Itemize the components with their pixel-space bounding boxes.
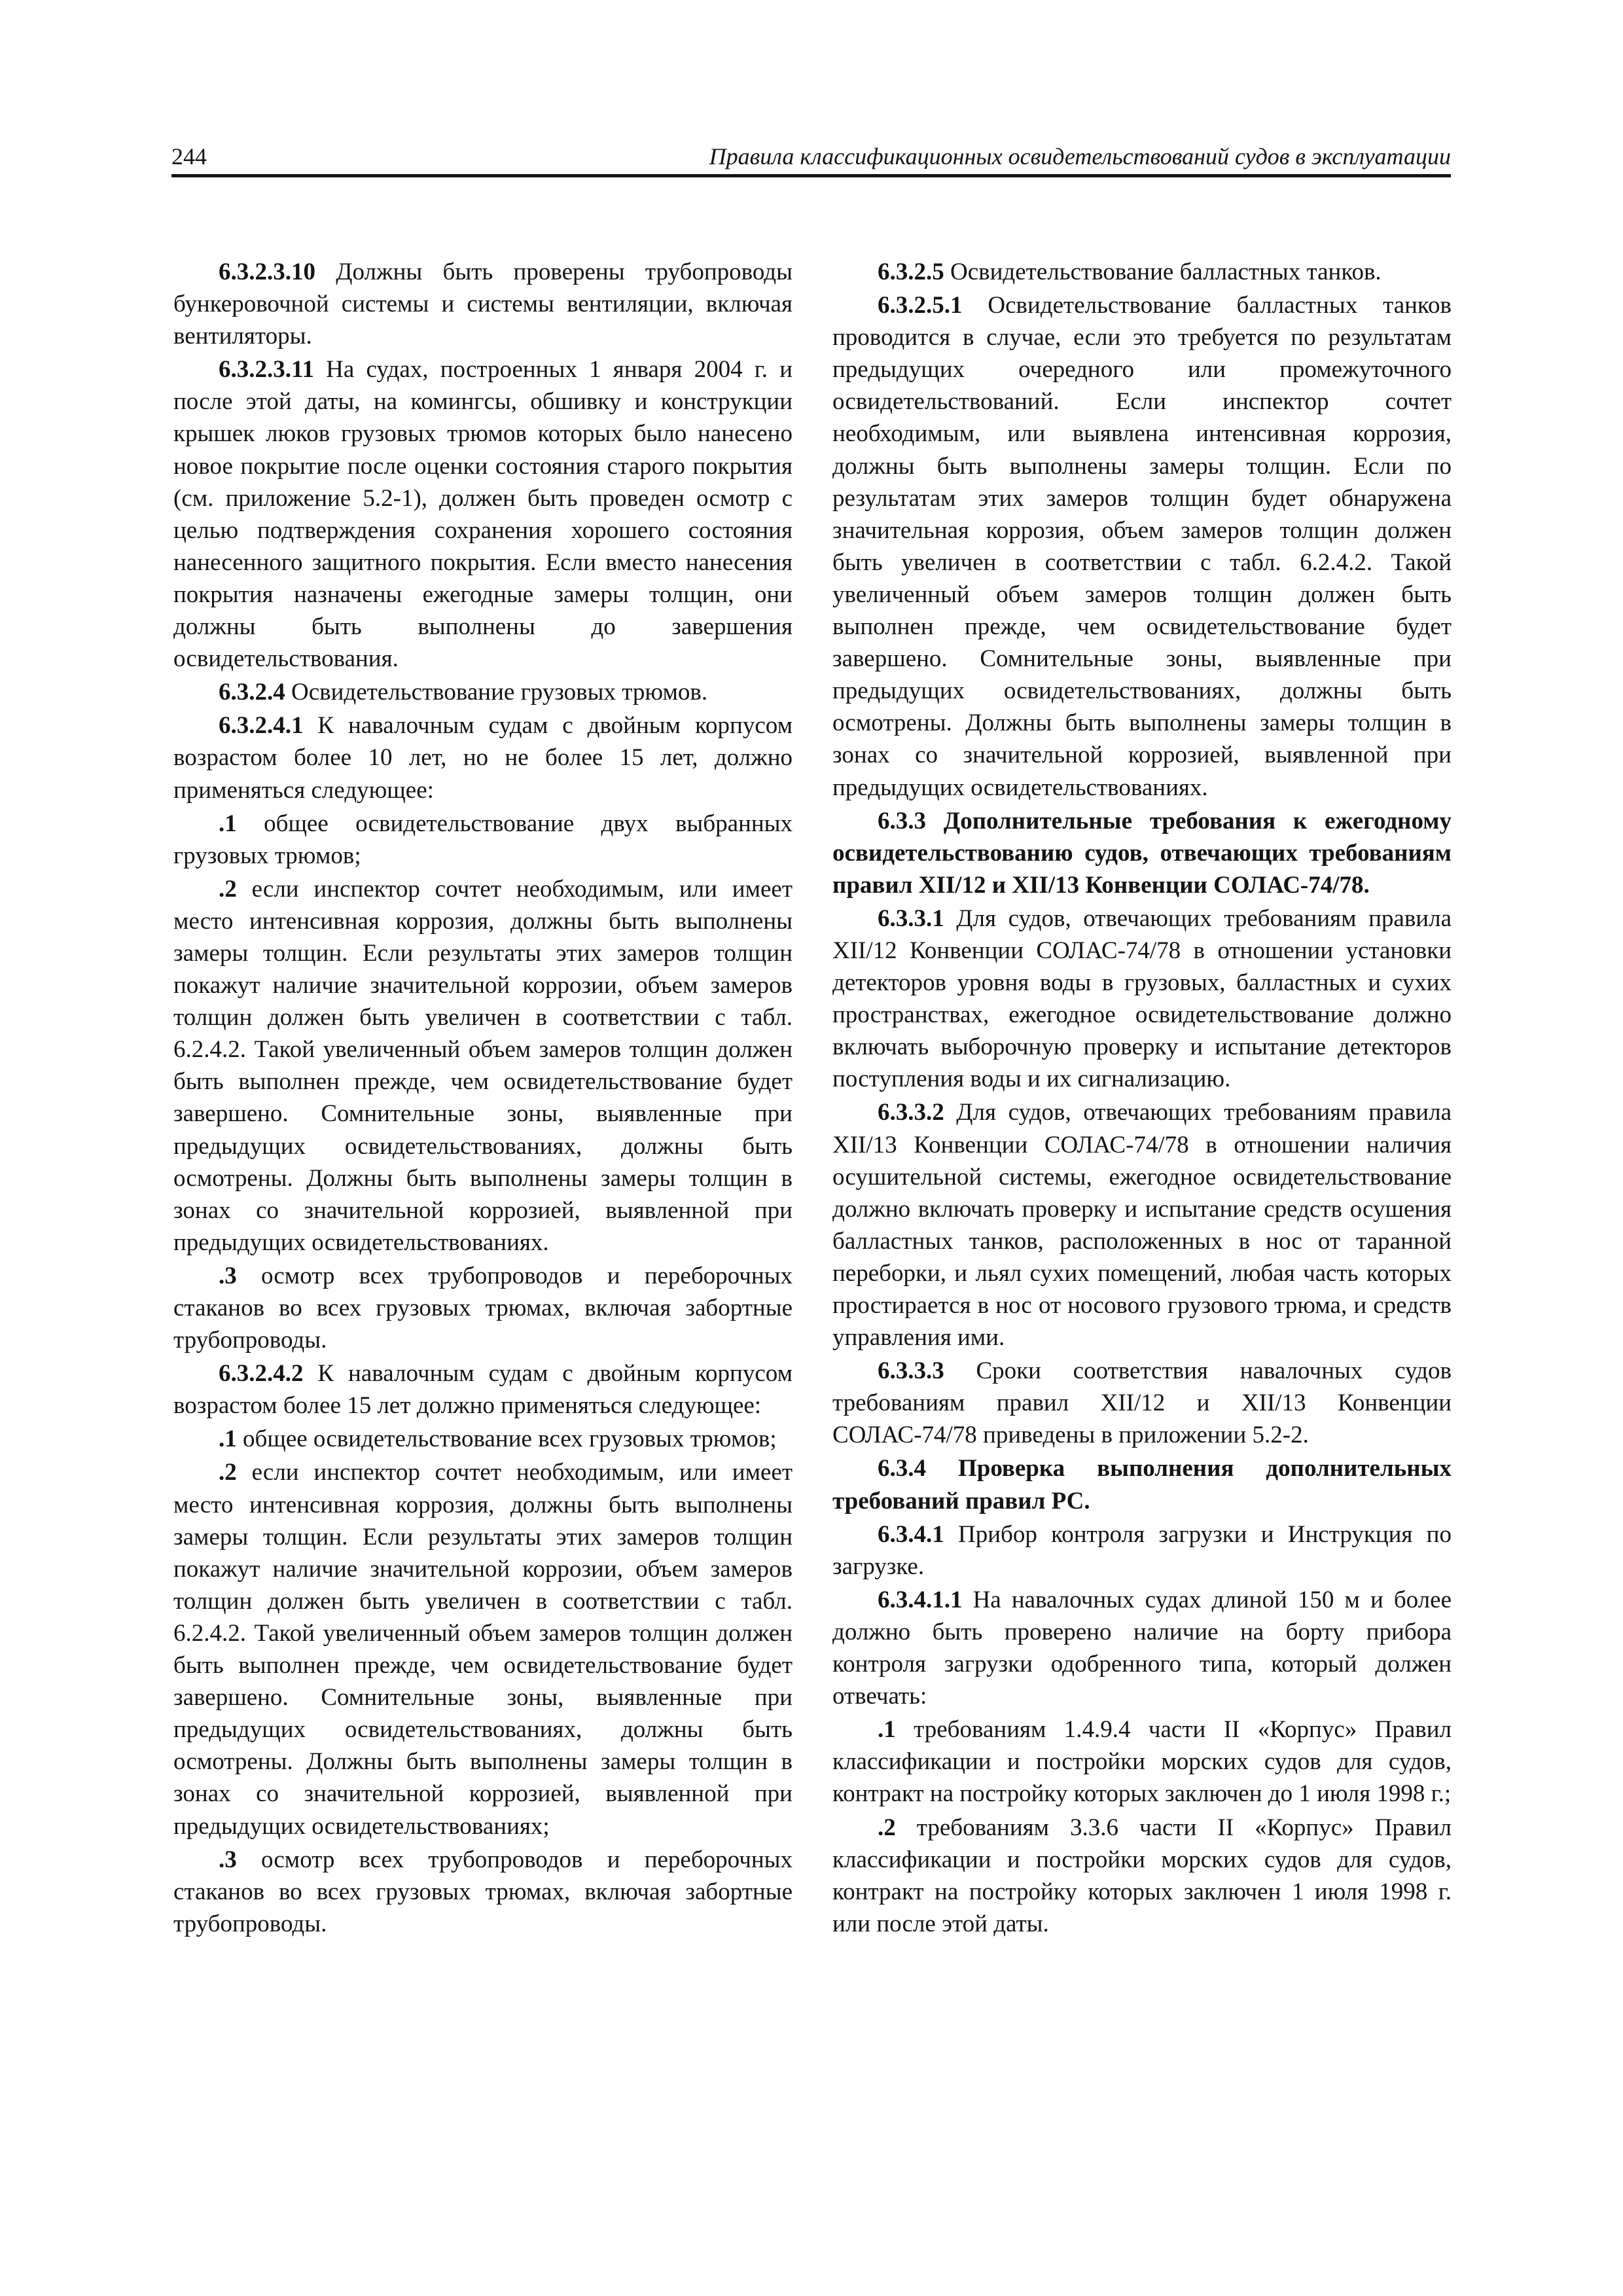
item-number: .2 [219, 1459, 237, 1486]
item-text: осмотр всех трубопроводов и переборочных стаканов во всех грузовых трюмах, включая забортные трубопроводы. [173, 1262, 793, 1354]
paragraph [173, 1456, 793, 1842]
clause-number: 6.3.2.4.2 [219, 1360, 304, 1388]
paragraph [832, 1812, 1452, 1940]
clause-number: 6.3.2.4.1 [219, 712, 304, 740]
item-number: .2 [878, 1814, 896, 1841]
clause-number: 6.3.2.4 [219, 679, 285, 706]
clause-number: 6.3.3.1 [878, 905, 944, 932]
item-text: требованиям 1.4.9.4 части II «Корпус» Правил классификации и постройки морских судов для судов, контракт на постройку которых заключен до 1 июля 1998 г.; [832, 1716, 1452, 1808]
paragraph [832, 1584, 1452, 1712]
header-rule [171, 174, 1451, 177]
paragraph [173, 1260, 793, 1356]
item-number: .1 [219, 1426, 237, 1453]
item-text: общее освидетельствование двух выбранных грузовых трюмов; [173, 810, 793, 869]
paragraph [173, 256, 793, 352]
running-title: Правила классификационных освидетельствований судов в эксплуатации [709, 143, 1451, 170]
item-text: если инспектор сочтет необходимым, или имеет место интенсивная коррозия, должны быть выполнены замеры толщин. Если результаты этих замеров толщин покажут наличие значительной коррозии, объем замеров толщин должен быть увеличен в соответствии с табл. 6.2.4.2. Такой увеличенный объем замеров толщин должен быть выполнен прежде, чем освидетельствование будет завершено. Сомнительные зоны, выявленные при предыдущих освидетельствованиях, должны быть осмотрены. Должны быть выполнены замеры толщин в зонах со значительной коррозией, выявленной при предыдущих освидетельствованиях. [173, 875, 793, 1256]
clause-text: Освидетельствование грузовых трюмов. [285, 679, 708, 706]
clause-number: 6.3.3.3 [878, 1357, 944, 1385]
page-number: 244 [171, 143, 207, 170]
clause-text: Освидетельствование балластных танков. [944, 259, 1382, 285]
paragraph [832, 1096, 1452, 1354]
clause-text: Для судов, отвечающих требованиям правила XII/12 Конвенции СОЛАС-74/78 в отношении установки детекторов уровня воды в грузовых, балластных и сухих пространствах, ежегодное освидетельствование должно включать выборочную проверку и испытание детекторов поступления воды и их сигнализацию. [832, 905, 1452, 1093]
clause-text: Прибор контроля загрузки и Инструкция по загрузке. [832, 1520, 1452, 1580]
item-number: .1 [219, 810, 237, 837]
paragraph [832, 256, 1452, 288]
right-column [832, 256, 1452, 1941]
clause-text: Сроки соответствия навалочных судов требованиям правил XII/12 и XII/13 Конвенции СОЛАС-74/78 приведены в приложении 5.2-2. [832, 1357, 1452, 1449]
paragraph [832, 1518, 1452, 1583]
paragraph [173, 808, 793, 872]
paragraph [173, 353, 793, 675]
paragraph [832, 903, 1452, 1096]
clause-text: На навалочных судах длиной 150 м и более должно быть проверено наличие на борту прибора контроля загрузки одобренного типа, который должен отвечать: [832, 1586, 1452, 1710]
item-text: общее освидетельствование всех грузовых трюмов; [236, 1426, 777, 1453]
item-number: .1 [878, 1716, 896, 1744]
item-number: .3 [219, 1846, 237, 1873]
clause-text: К навалочным судам с двойным корпусом возрастом более 10 лет, но не более 15 лет, должно применяться следующее: [173, 712, 793, 804]
paragraph [173, 709, 793, 806]
clause-text: На судах, построенных 1 января 2004 г. и после этой даты, на комингсы, обшивку и конструкции крышек люков грузовых трюмов которых было нанесено новое покрытие после оценки состояния старого покрытия (см. приложение 5.2-1), должен быть проведен осмотр с целью подтверждения сохранения хорошего состояния нанесенного защитного покрытия. Если вместо нанесения покрытия назначены ежегодные замеры толщин, они должны быть выполнены до завершения освидетельствования. [173, 356, 793, 673]
section-heading: 6.3.3 Дополнительные требования к ежегодному освидетельствованию судов, отвечающих требованиям правил XII/12 и XII/13 Конвенции СОЛАС-74/78. [832, 807, 1452, 899]
clause-text: Освидетельствование балластных танков проводится в случае, если это требуется по результатам предыдущих очередного или промежуточного освидетельствований. Если инспектор сочтет необходимым, или выявлена интенсивная коррозия, должны быть выполнены замеры толщин. Если по результатам этих замеров толщин будет обнаружена значительная коррозия, объем замеров толщин должен быть увеличен в соответствии с табл. 6.2.4.2. Такой увеличенный объем замеров толщин должен быть выполнен прежде, чем освидетельствование будет завершено. Сомнительные зоны, выявленные при предыдущих освидетельствованиях, должны быть осмотрены. Должны быть выполнены замеры толщин в зонах со значительной коррозией, выявленной при предыдущих освидетельствованиях. [832, 292, 1452, 801]
item-text: осмотр всех трубопроводов и переборочных стаканов во всех грузовых трюмах, включая забортные трубопроводы. [173, 1846, 793, 1937]
paragraph [173, 1357, 793, 1422]
clause-number: 6.3.4.1.1 [878, 1586, 963, 1613]
paragraph [173, 1844, 793, 1940]
paragraph [832, 289, 1452, 804]
clause-text: Для судов, отвечающих требованиям правила XII/13 Конвенции СОЛАС-74/78 в отношении наличия осушительной системы, ежегодное освидетельствование должно включать проверку и испытание средств осушения балластных танков, расположенных в нос от таранной переборки, и льял сухих помещений, любая часть которых простирается в нос от носового грузового трюма, и средств управления ими. [832, 1099, 1452, 1352]
paragraph [832, 1355, 1452, 1451]
item-number: .3 [219, 1262, 237, 1289]
item-number: .2 [219, 875, 237, 903]
paragraph [173, 873, 793, 1259]
left-column [173, 256, 793, 1941]
clause-text: Должны быть проверены трубопроводы бункеровочной системы и системы вентиляции, включая вентиляторы. [173, 259, 793, 350]
paragraph [173, 676, 793, 708]
clause-number: 6.3.4.1 [878, 1520, 944, 1548]
clause-number: 6.3.3.2 [878, 1099, 944, 1126]
paragraph [832, 1713, 1452, 1810]
clause-number: 6.3.2.5.1 [878, 292, 963, 319]
clause-number: 6.3.2.3.10 [219, 259, 315, 285]
section-heading: 6.3.4 Проверка выполнения дополнительных требований правил РС. [832, 1455, 1452, 1515]
item-text: если инспектор сочтет необходимым, или имеет место интенсивная коррозия, должны быть выполнены замеры толщин. Если результаты этих замеров толщин покажут наличие значительной коррозии, объем замеров толщин должен быть увеличен в соответствии с табл. 6.2.4.2. Такой увеличенный объем замеров толщин должен быть выполнен прежде, чем освидетельствование будет завершено. Сомнительные зоны, выявленные при предыдущих освидетельствованиях, должны быть осмотрены. Должны быть выполнены замеры толщин в зонах со значительной коррозией, выявленной при предыдущих освидетельствованиях; [173, 1459, 793, 1840]
clause-text: К навалочным судам с двойным корпусом возрастом более 15 лет должно применяться следующее: [173, 1360, 793, 1420]
item-text: требованиям 3.3.6 части II «Корпус» Правил классификации и постройки морских судов для судов, контракт на постройку которых заключен 1 июля 1998 г. или после этой даты. [832, 1814, 1452, 1937]
paragraph [173, 1423, 793, 1455]
clause-number: 6.3.2.5 [878, 259, 944, 285]
clause-number: 6.3.2.3.11 [219, 356, 314, 384]
